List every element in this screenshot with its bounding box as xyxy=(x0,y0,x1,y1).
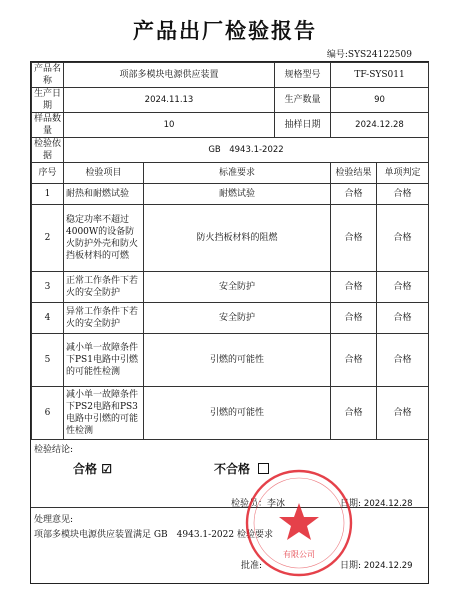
opinion-date-value: 2024.12.29 xyxy=(363,561,413,571)
row-production xyxy=(32,88,429,113)
basis-label: 检验依据 xyxy=(32,138,64,163)
table-row xyxy=(32,205,429,272)
row-standard: 引燃的可能性 xyxy=(144,387,331,440)
header-item: 检验项目 xyxy=(64,163,144,184)
model-value: TF-SYS011 xyxy=(331,63,429,88)
company-seal xyxy=(243,467,355,579)
row-verdict: 合格 xyxy=(377,387,429,440)
row-no: 3 xyxy=(32,272,64,303)
row-no: 1 xyxy=(32,184,64,205)
table-row xyxy=(32,387,429,440)
sample-qty-value: 10 xyxy=(64,113,275,138)
row-no: 4 xyxy=(32,303,64,334)
product-name-label: 产品名称 xyxy=(32,63,64,88)
row-verdict: 合格 xyxy=(377,334,429,387)
sample-qty-label: 样品数量 xyxy=(32,113,64,138)
row-standard: 安全防护 xyxy=(144,303,331,334)
row-headers xyxy=(32,163,429,184)
row-no: 6 xyxy=(32,387,64,440)
prod-date-value: 2024.11.13 xyxy=(64,88,275,113)
seal-text: 有限公司 xyxy=(283,550,315,559)
table-row xyxy=(32,272,429,303)
basis-value: GB 4943.1-2022 xyxy=(64,138,429,163)
header-standard: 标准要求 xyxy=(144,163,331,184)
row-result: 合格 xyxy=(331,272,377,303)
prod-qty-value: 90 xyxy=(331,88,429,113)
row-standard: 安全防护 xyxy=(144,272,331,303)
row-sampling xyxy=(32,113,429,138)
conclusion-date-value: 2024.12.28 xyxy=(363,499,413,509)
row-item: 减小单一故障条件下PS2电路和PS3电路中引燃的可能性检测 xyxy=(64,387,144,440)
row-standard: 防火挡板材料的阻燃 xyxy=(144,205,331,272)
row-item: 减小单一故障条件下PS1电路中引燃的可能性检测 xyxy=(64,334,144,387)
prod-date-label: 生产日期 xyxy=(32,88,64,113)
row-standard: 引燃的可能性 xyxy=(144,334,331,387)
opinion-date-label: 日期: xyxy=(340,561,362,571)
report-title: 产品出厂检验报告 xyxy=(133,18,317,43)
inspector-name: 李冰 xyxy=(267,499,286,509)
seal-star-icon xyxy=(279,503,319,540)
header-no: 序号 xyxy=(32,163,64,184)
row-result: 合格 xyxy=(331,184,377,205)
row-result: 合格 xyxy=(331,334,377,387)
row-verdict: 合格 xyxy=(377,184,429,205)
sample-date-label: 抽样日期 xyxy=(275,113,331,138)
row-result: 合格 xyxy=(331,387,377,440)
inspector-label: 检验员： xyxy=(231,499,268,509)
conclusion-label: 检验结论: xyxy=(34,445,74,455)
serial-number: 编号:SYS24122509 xyxy=(326,50,412,60)
row-result: 合格 xyxy=(331,205,377,272)
table-row xyxy=(32,184,429,205)
row-product xyxy=(32,63,429,88)
pass-checkbox-icon: ☑ xyxy=(101,462,112,476)
prod-qty-label: 生产数量 xyxy=(275,88,331,113)
fail-label: 不合格 xyxy=(214,462,251,476)
pass-option xyxy=(73,460,112,477)
pass-label: 合格 xyxy=(73,462,98,476)
row-standard: 耐燃试验 xyxy=(144,184,331,205)
row-item: 正常工作条件下若火的安全防护 xyxy=(64,272,144,303)
row-item: 异常工作条件下若火的安全防护 xyxy=(64,303,144,334)
header-verdict: 单项判定 xyxy=(377,163,429,184)
report-sheet xyxy=(30,61,429,584)
opinion-label: 处理意见: xyxy=(34,515,74,525)
row-result: 合格 xyxy=(331,303,377,334)
opinion-text: 项部多模块电源供应装置满足 GB 4943.1-2022 检验要求 xyxy=(34,530,273,540)
section-divider xyxy=(31,507,428,508)
model-label: 规格型号 xyxy=(275,63,331,88)
row-no: 2 xyxy=(32,205,64,272)
row-item: 耐热和耐燃试验 xyxy=(64,184,144,205)
row-item: 稳定功率不超过4000W的设备防火防护外壳和防火挡板材料的可燃 xyxy=(64,205,144,272)
row-no: 5 xyxy=(32,334,64,387)
approver-label: 批准: xyxy=(241,561,263,571)
row-verdict: 合格 xyxy=(377,272,429,303)
table-row xyxy=(32,303,429,334)
sample-date-value: 2024.12.28 xyxy=(331,113,429,138)
header-result: 检验结果 xyxy=(331,163,377,184)
table-row xyxy=(32,334,429,387)
product-name-value: 项部多模块电源供应装置 xyxy=(64,63,275,88)
row-verdict: 合格 xyxy=(377,303,429,334)
conclusion-date-label: 日期: xyxy=(340,499,362,509)
row-verdict: 合格 xyxy=(377,205,429,272)
row-basis xyxy=(32,138,429,163)
inspection-table xyxy=(31,62,429,440)
